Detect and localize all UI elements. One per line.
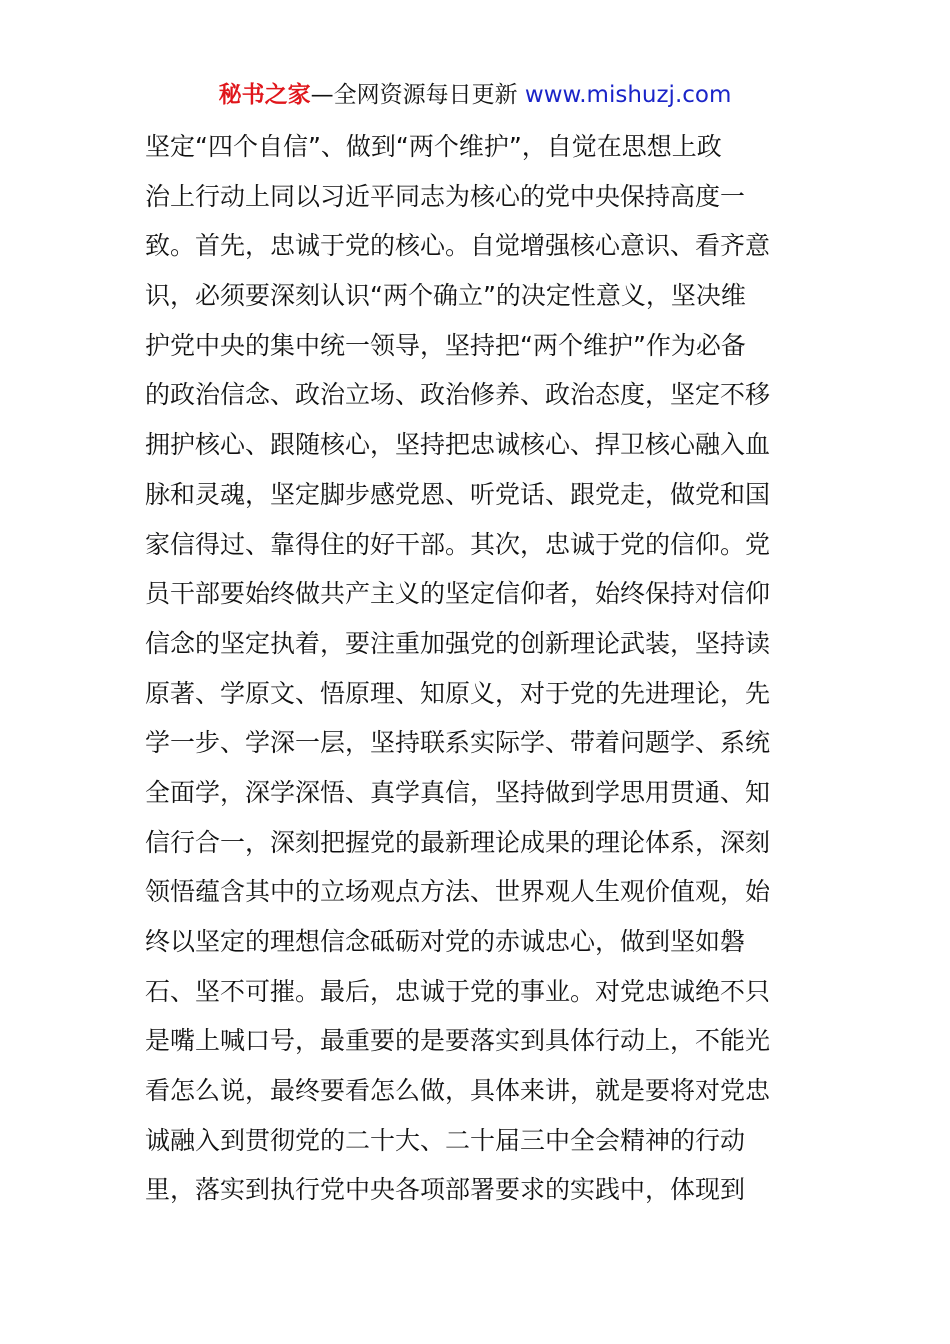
text-line: 是嘴上喊口号，最重要的是要落实到具体行动上，不能光 [145,1026,771,1056]
text-line: 识，必须要深刻认识“两个确立”的决定性意义，坚决维 [145,281,746,311]
text-line: 护党中央的集中统一领导，坚持把“两个维护”作为必备 [145,330,746,360]
site-url-link[interactable]: www.mishuzj.com [524,82,732,108]
text-line: 学一步、学深一层，坚持联系实际学、带着问题学、系统 [145,728,771,758]
text-line: 终以坚定的理想信念砥砺对党的赤诚忠心，做到坚如磐 [145,927,746,956]
text-line: 脉和灵魂，坚定脚步感党恩、听党话、跟党走，做党和国 [145,479,771,509]
page-header [0,78,950,112]
text-line: 治上行动上同以习近平同志为核心的党中央保持高度一 [145,181,746,211]
text-line: 信念的坚定执着，要注重加强党的创新理论武装，坚持读 [145,628,771,658]
text-line: 石、坚不可摧。最后，忠诚于党的事业。对党忠诚绝不只 [145,976,771,1006]
text-line: 员干部要始终做共产主义的坚定信仰者，始终保持对信仰 [145,579,771,609]
text-line: 拥护核心、跟随核心，坚持把忠诚核心、捍卫核心融入血 [145,430,771,460]
text-line: 致。首先，忠诚于党的核心。自觉增强核心意识、看齐意 [145,231,771,261]
text-line: 诚融入到贯彻党的二十大、二十届三中全会精神的行动 [145,1125,746,1155]
text-line: 信行合一，深刻把握党的最新理论成果的理论体系，深刻 [145,827,771,857]
text-line: 原著、学原文、悟原理、知原义，对于党的先进理论，先 [145,678,771,708]
header-tagline: —全网资源每日更新 [310,82,525,108]
text-line: 领悟蕴含其中的立场观点方法、世界观人生观价值观，始 [145,877,771,907]
text-line: 的政治信念、政治立场、政治修养、政治态度，坚定不移 [145,380,771,410]
text-line: 全面学，深学深悟、真学真信，坚持做到学思用贯通、知 [145,777,771,807]
text-line: 家信得过、靠得住的好干部。其次，忠诚于党的信仰。党 [145,529,771,559]
brand-name: 秘书之家 [218,82,311,108]
body-paragraph [145,122,807,1215]
text-line: 里，落实到执行党中央各项部署要求的实践中，体现到 [145,1175,746,1205]
text-line: 看怎么说，最终要看怎么做，具体来讲，就是要将对党忠 [145,1076,771,1106]
text-line: 坚定“四个自信”、做到“两个维护”，自觉在思想上政 [145,132,722,161]
